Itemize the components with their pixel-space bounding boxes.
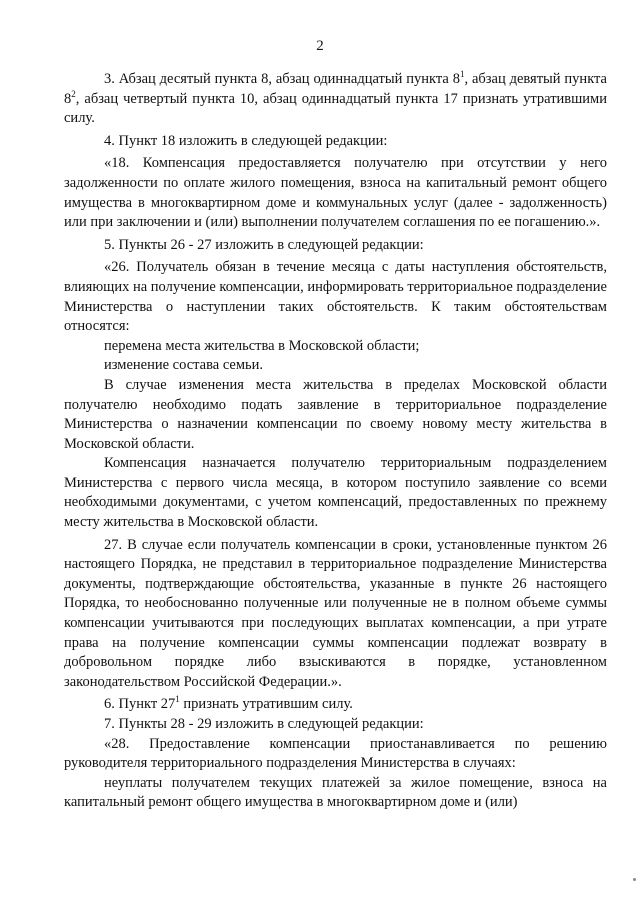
paragraph-quote-27: 27. В случае если получатель компенсации в сроки, установленные пунктом 26 настоящего Порядка, не представил в территориальное подразделение Министерства документы, подтверждающие обстоятельства, указанные в пункте 26 настоящего Порядка, то необоснованно полученные или полученные не в полном объеме суммы компенсации учитываются при последующих выплатах компенсации, а при утрате права на получение компенсации суммы компенсации подлежат возврату в добровольном порядке либо взыскиваются в порядке, установленном законодательством Российской Федерации.». bbox=[64, 536, 607, 690]
paragraph-text: 6. Пункт 27 bbox=[104, 696, 176, 713]
paragraph-compensation-assignment: Компенсация назначается получателю территориальным подразделением Министерства с первого числа месяца, в котором поступило заявление со всеми необходимыми документами, с учетом компенсаций, предоставленных по прежнему месту жительства в Московской области. bbox=[64, 455, 607, 531]
document-body bbox=[64, 70, 607, 813]
paragraph-quote-18: «18. Компенсация предоставляется получателю при отсутствии у него задолженности по оплате жилого помещения, взноса на капитальный ремонт общего имущества в многоквартирном доме и коммунальных услуг (далее - задолженность) или при заключении и (или) выполнении получателем соглашения по ее погашению.». bbox=[64, 155, 607, 231]
paragraph-text: 3. Абзац десятый пункта 8, абзац одиннадцатый пункта 8 bbox=[104, 71, 460, 87]
paragraph-item-7: 7. Пункты 28 - 29 изложить в следующей редакции: bbox=[104, 716, 424, 732]
list-item-residence-change: перемена места жительства в Московской области; bbox=[104, 337, 420, 354]
superscript: 2 bbox=[71, 88, 76, 99]
paragraph-nonpayment-case: неуплаты получателем текущих платежей за жилое помещение, взноса на капитальный ремонт общего имущества в многоквартирном доме и (или) bbox=[64, 774, 607, 811]
paragraph-quote-26: «26. Получатель обязан в течение месяца с даты наступления обстоятельств, влияющих на получение компенсации, информировать территориальное подразделение Министерства о наступлении таких обстоятельств. К таким обстоятельствам относятся: bbox=[64, 259, 607, 335]
paragraph-item-5: 5. Пункты 26 - 27 изложить в следующей редакции: bbox=[104, 236, 424, 253]
paragraph-text: , абзац девятый пункта 8 bbox=[64, 71, 607, 107]
page-number: 2 bbox=[316, 38, 324, 54]
paragraph-residence-case: В случае изменения места жительства в пределах Московской области получателю необходимо подать заявление в территориальное подразделение Министерства о назначении компенсации по своему новому месту жительства в Московской области. bbox=[64, 376, 607, 452]
paragraph-text: , абзац четвертый пункта 10, абзац одиннадцатый пункта 17 признать утратившими силу. bbox=[64, 90, 607, 127]
paragraph-item-6 bbox=[64, 695, 607, 715]
paragraph-item-4: 4. Пункт 18 изложить в следующей редакции: bbox=[104, 132, 388, 149]
paragraph-quote-28: «28. Предоставление компенсации приостанавливается по решению руководителя территориального подразделения Министерства в случаях: bbox=[64, 735, 607, 772]
paragraph-text: признать утратившим силу. bbox=[179, 696, 353, 713]
paragraph-item-3 bbox=[64, 70, 607, 129]
superscript: 1 bbox=[175, 694, 180, 705]
list-item-family-change: изменение состава семьи. bbox=[104, 357, 264, 374]
scan-artifact bbox=[633, 878, 636, 881]
superscript: 1 bbox=[459, 69, 465, 79]
